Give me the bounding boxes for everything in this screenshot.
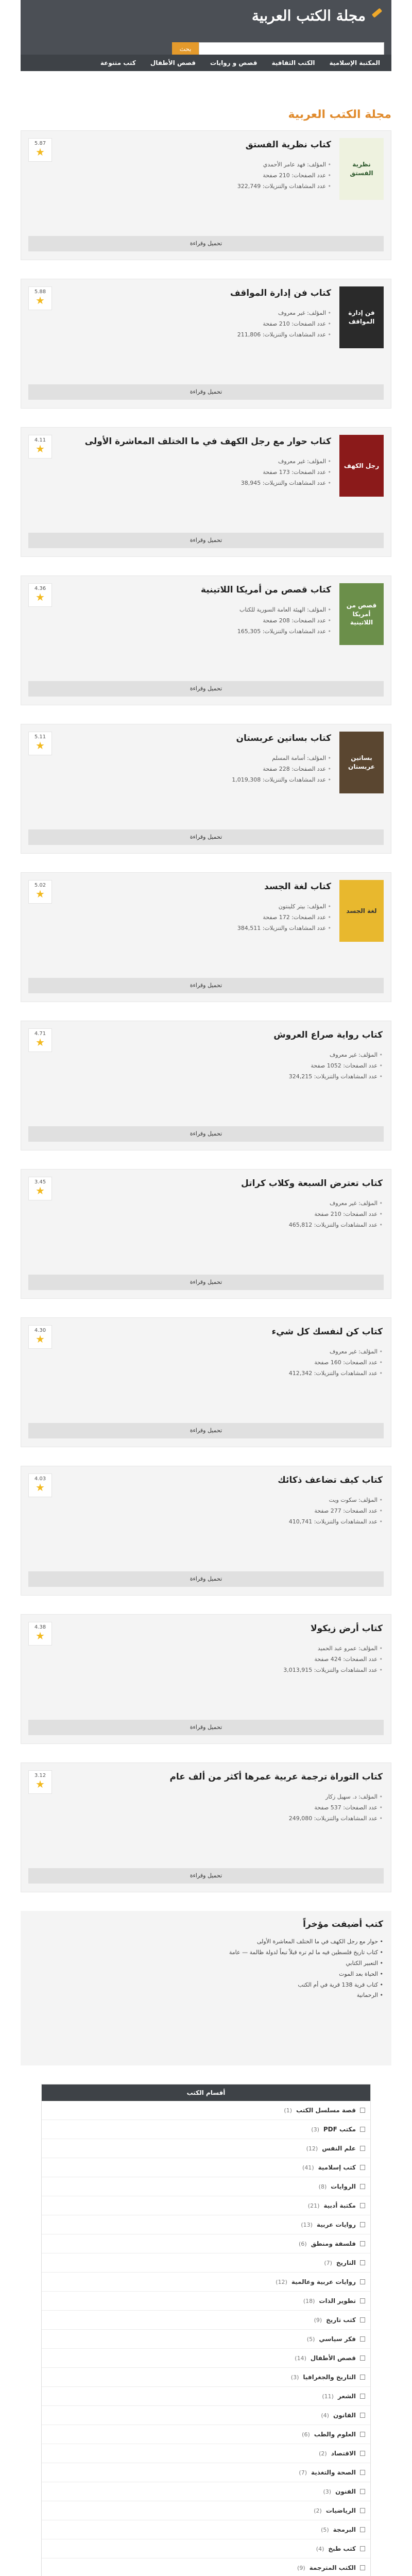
category-count: (7) [299, 2469, 307, 2476]
rating-badge [28, 1177, 52, 1200]
book-downloads: • عدد المشاهدات والتنزيلات: 410,741 [57, 1517, 383, 1528]
category-count: (9) [314, 2316, 322, 2324]
download-button[interactable]: تحميل وقراءة [28, 1423, 384, 1438]
book-card [21, 1317, 391, 1447]
book-pages: • عدد الصفحات: 228 صفحة [57, 764, 331, 775]
book-pages: • عدد الصفحات: 537 صفحة [57, 1803, 383, 1814]
book-title[interactable]: كتاب حوار مع رجل الكهف في ما الختلف المعاشرة الأولى [84, 436, 331, 447]
book-downloads: • عدد المشاهدات والتنزيلات: 249,080 [57, 1814, 383, 1824]
nav-item-misc[interactable]: كتب متنوعة [100, 59, 136, 66]
download-button[interactable]: تحميل وقراءة [28, 533, 384, 548]
book-title[interactable]: كتاب أرض زيكولا [311, 1623, 383, 1634]
category-count: (13) [301, 2221, 313, 2228]
category-item[interactable] [42, 2501, 370, 2520]
book-cover-text: لغة الجسد [339, 880, 384, 942]
rating-value: 4.36 [34, 586, 46, 591]
book-author: • المؤلف: عمرو عبد الحميد [57, 1643, 383, 1654]
rating-value: 4.11 [34, 437, 46, 443]
rating-value: 4.03 [34, 1476, 46, 1482]
star-icon: ★ [36, 739, 45, 752]
book-cover-text: نظرية الفستق [339, 138, 384, 200]
book-card [21, 1466, 391, 1596]
book-author: • المؤلف: الهيئة العامة السورية للكتاب [57, 605, 331, 616]
category-label: التاريخ [336, 2259, 356, 2266]
site-logo[interactable] [28, 7, 384, 24]
category-item[interactable] [42, 2311, 370, 2330]
book-pages: • عدد الصفحات: 210 صفحة [57, 171, 331, 181]
category-label: مكتب PDF [323, 2126, 356, 2133]
download-button[interactable]: تحميل وقراءة [28, 384, 384, 400]
folder-icon [360, 2489, 365, 2494]
site-header [21, 0, 391, 71]
book-card [21, 724, 391, 854]
book-pages: • عدد الصفحات: 1052 صفحة [57, 1061, 383, 1072]
folder-icon [360, 2146, 365, 2151]
book-cover[interactable] [339, 435, 384, 497]
book-downloads: • عدد المشاهدات والتنزيلات: 384,511 [57, 923, 331, 934]
category-count: (12) [276, 2278, 287, 2285]
star-icon: ★ [36, 1333, 45, 1345]
folder-icon [360, 2527, 365, 2532]
category-item[interactable] [42, 2234, 370, 2253]
nav-item-islamic[interactable]: المكتبة الإسلامية [329, 59, 380, 66]
book-downloads: • عدد المشاهدات والتنزيلات: 1,019,308 [57, 775, 331, 786]
rating-badge [28, 1028, 52, 1052]
book-info [57, 1623, 383, 1675]
book-author: • المؤلف: غير معروف [57, 456, 331, 467]
book-info [57, 1475, 383, 1527]
book-title[interactable]: كتاب قصص من أمريكا اللاتينية [200, 585, 331, 595]
download-button[interactable]: تحميل وقراءة [28, 829, 384, 845]
download-button[interactable]: تحميل وقراءة [28, 978, 384, 993]
category-item[interactable] [42, 2558, 370, 2576]
book-info [57, 733, 331, 785]
book-author: • المؤلف: غير معروف [57, 1198, 383, 1209]
section-title: مجلة الكتب العربية [288, 108, 391, 121]
book-downloads: • عدد المشاهدات والتنزيلات: 465,812 [57, 1220, 383, 1231]
category-count: (5) [306, 2335, 315, 2343]
book-author: • المؤلف: بيتر كلينتون [57, 902, 331, 912]
header-search [172, 42, 384, 56]
star-icon: ★ [36, 443, 45, 455]
book-info [57, 287, 331, 340]
category-count: (3) [290, 2374, 299, 2381]
search-input[interactable] [199, 42, 384, 56]
category-item[interactable] [42, 2215, 370, 2234]
book-card [21, 279, 391, 409]
nav-item-novels[interactable]: قصص و روايات [210, 59, 258, 66]
category-count: (18) [303, 2297, 315, 2304]
latest-list [29, 1937, 383, 2001]
book-info [57, 881, 331, 934]
download-button[interactable]: تحميل وقراءة [28, 1126, 384, 1142]
book-downloads: • عدد المشاهدات والتنزيلات: 165,305 [57, 626, 331, 637]
book-cover[interactable] [339, 732, 384, 793]
download-button[interactable]: تحميل وقراءة [28, 1720, 384, 1735]
book-author: • المؤلف: غير معروف [57, 1050, 383, 1061]
book-card [21, 130, 391, 260]
categories-list [42, 2101, 370, 2576]
category-count: (6) [302, 2431, 310, 2438]
book-cover[interactable] [339, 286, 384, 348]
rating-badge [28, 1473, 52, 1497]
star-icon: ★ [36, 1036, 45, 1048]
search-button[interactable]: بحث [172, 42, 199, 56]
latest-item[interactable]: • الرحمانية [29, 1990, 383, 2001]
category-label: الكتب المترجمة [309, 2564, 356, 2571]
category-count: (4) [321, 2412, 329, 2419]
rating-badge [28, 1622, 52, 1646]
book-title[interactable]: كتاب التوراة ترجمة عربية عمرها أكثر من ألف عام [169, 1772, 383, 1782]
category-label: كتب إسلامية [318, 2164, 356, 2171]
nav-item-cultural[interactable]: الكتب الثقافية [271, 59, 315, 66]
category-item[interactable] [42, 2101, 370, 2120]
rating-value: 5.87 [34, 141, 46, 146]
folder-icon [360, 2279, 365, 2284]
category-count: (14) [295, 2354, 306, 2362]
book-card [21, 872, 391, 1002]
book-pages: • عدد الصفحات: 160 صفحة [57, 1358, 383, 1368]
book-pages: • عدد الصفحات: 277 صفحة [57, 1506, 383, 1517]
folder-icon [360, 2451, 365, 2456]
category-count: (3) [311, 2126, 319, 2133]
category-count: (5) [321, 2526, 329, 2533]
rating-value: 4.30 [34, 1328, 46, 1333]
category-label: روايات عربية وعالمية [291, 2278, 356, 2285]
star-icon: ★ [36, 888, 45, 900]
book-card [21, 1614, 391, 1744]
category-count: (1) [284, 2107, 293, 2114]
rating-badge [28, 1325, 52, 1349]
book-downloads: • عدد المشاهدات والتنزيلات: 322,749 [57, 181, 331, 192]
categories-widget [41, 2084, 371, 2576]
category-item[interactable] [42, 2539, 370, 2558]
category-label: الاقتصاد [331, 2450, 356, 2457]
folder-icon [360, 2241, 365, 2246]
book-cover-text: فن إدارة المواقف [339, 286, 384, 348]
rating-value: 5.11 [34, 734, 46, 740]
category-label: الرياضيات [325, 2507, 356, 2514]
category-count: (6) [299, 2240, 307, 2247]
latest-item[interactable]: • التعبير الكتابي [29, 1958, 383, 1969]
book-card [21, 1169, 391, 1299]
latest-item[interactable]: • كتاب تاريخ فلسطين فيه ما لم تره قبلاً تبعاً لدولة ظالمة — عامة [29, 1947, 383, 1958]
book-title[interactable]: كتاب فن إدارة المواقف [230, 288, 331, 298]
book-author: • المؤلف: غير معروف [57, 308, 331, 319]
book-info [57, 436, 331, 488]
book-info [57, 1326, 383, 1379]
book-cover[interactable] [339, 583, 384, 645]
category-item[interactable] [42, 2368, 370, 2387]
book-title[interactable]: كتاب كن لنفسك كل شيء [271, 1327, 383, 1337]
book-pages: • عدد الصفحات: 173 صفحة [57, 467, 331, 478]
book-title[interactable]: كتاب رواية صراع العروش [273, 1030, 383, 1040]
star-icon: ★ [36, 1630, 45, 1642]
rating-badge [28, 1770, 52, 1794]
category-count: (21) [307, 2202, 320, 2209]
category-count: (12) [306, 2145, 318, 2152]
category-item[interactable] [42, 2482, 370, 2501]
category-item[interactable] [42, 2349, 370, 2368]
book-title[interactable]: كتاب تعترض السبعة وكلاب كراتل [241, 1178, 383, 1189]
category-label: قصص الأطفال [310, 2354, 356, 2362]
star-icon: ★ [36, 1778, 45, 1790]
book-cover[interactable] [339, 880, 384, 942]
latest-title: كتب أضيفت مؤخراً [303, 1919, 383, 1929]
book-pages: • عدد الصفحات: 210 صفحة [57, 1209, 383, 1220]
download-button[interactable]: تحميل وقراءة [28, 681, 384, 697]
category-count: (4) [316, 2545, 324, 2552]
category-label: العلوم والطب [314, 2431, 356, 2438]
category-label: البرمجة [333, 2526, 356, 2533]
folder-icon [360, 2432, 365, 2437]
rating-badge [28, 880, 52, 904]
category-count: (41) [302, 2164, 314, 2171]
category-label: الشعر [337, 2393, 356, 2400]
category-label: كتب تاريخ [326, 2316, 356, 2324]
category-label: تطوير الذات [319, 2297, 356, 2304]
rating-value: 3.45 [34, 1179, 46, 1185]
category-count: (9) [297, 2564, 305, 2571]
category-label: كتب طبخ [328, 2545, 356, 2552]
category-count: (7) [324, 2259, 332, 2266]
category-label: الصحة والتغذية [311, 2469, 356, 2476]
folder-icon [360, 2413, 365, 2418]
folder-icon [360, 2336, 365, 2342]
folder-icon [360, 2375, 365, 2380]
folder-icon [360, 2203, 365, 2208]
book-pages: • عدد الصفحات: 208 صفحة [57, 616, 331, 626]
book-author: • المؤلف: سكوت ويت [57, 1495, 383, 1506]
book-card [21, 427, 391, 557]
folder-icon [360, 2565, 365, 2570]
book-author: • المؤلف: فهد عامر الأحمدي [57, 160, 331, 171]
category-label: علم النفس [322, 2145, 356, 2152]
folder-icon [360, 2470, 365, 2475]
book-author: • المؤلف: غير معروف [57, 1347, 383, 1358]
star-icon: ★ [36, 1481, 45, 1494]
category-count: (2) [314, 2507, 322, 2514]
rating-value: 3.12 [34, 1773, 46, 1778]
latest-books [21, 1911, 391, 2065]
download-button[interactable]: تحميل وقراءة [28, 1571, 384, 1587]
folder-icon [360, 2222, 365, 2227]
folder-icon [360, 2184, 365, 2189]
book-info [57, 1178, 383, 1230]
book-pages: • عدد الصفحات: 424 صفحة [57, 1654, 383, 1665]
book-cover-text: قصص من أمريكا اللاتينية [339, 583, 384, 645]
rating-value: 5.88 [34, 289, 46, 295]
folder-icon [360, 2298, 365, 2303]
star-icon: ★ [36, 1184, 45, 1197]
rating-badge [28, 138, 52, 162]
category-item[interactable] [42, 2520, 370, 2539]
categories-title: أقسام الكتب [42, 2084, 370, 2101]
category-item[interactable] [42, 2387, 370, 2406]
folder-icon [360, 2355, 365, 2361]
category-label: روايات عربية [316, 2221, 356, 2228]
book-downloads: • عدد المشاهدات والتنزيلات: 3,013,915 [57, 1665, 383, 1676]
category-label: قصة مسلسل الكتب [296, 2107, 356, 2114]
book-downloads: • عدد المشاهدات والتنزيلات: 324,215 [57, 1072, 383, 1082]
category-item[interactable] [42, 2196, 370, 2215]
book-downloads: • عدد المشاهدات والتنزيلات: 38,945 [57, 478, 331, 489]
folder-icon [360, 2165, 365, 2170]
category-label: القانون [333, 2412, 356, 2419]
book-list [0, 130, 412, 1892]
logo-text: مجلة الكتب العربية [251, 7, 366, 24]
nav-item-kids[interactable]: قصص الأطفال [150, 59, 196, 66]
download-button[interactable]: تحميل وقراءة [28, 1275, 384, 1290]
category-item[interactable] [42, 2444, 370, 2463]
category-count: (2) [319, 2450, 327, 2457]
category-item[interactable] [42, 2463, 370, 2482]
category-label: فكر سياسي [319, 2335, 356, 2343]
star-icon: ★ [36, 294, 45, 307]
rating-badge [28, 286, 52, 310]
rating-value: 4.38 [34, 1624, 46, 1630]
main-nav [21, 55, 391, 71]
category-item[interactable] [42, 2425, 370, 2444]
book-title[interactable]: كتاب نظرية الفستق [245, 140, 331, 150]
book-card [21, 575, 391, 705]
category-item[interactable] [42, 2292, 370, 2311]
star-icon: ★ [36, 146, 45, 158]
book-info [57, 584, 331, 637]
book-author: • المؤلف: د. سهيل زكار [57, 1792, 383, 1803]
category-label: التاريخ والجغرافيا [303, 2374, 356, 2381]
book-cover[interactable] [339, 138, 384, 200]
category-label: مكتبة أدبية [323, 2202, 356, 2209]
folder-icon [360, 2127, 365, 2132]
latest-item[interactable]: • الحياة بعد الموت [29, 1969, 383, 1980]
category-item[interactable] [42, 2120, 370, 2139]
category-item[interactable] [42, 2330, 370, 2349]
category-item[interactable] [42, 2177, 370, 2196]
category-item[interactable] [42, 2406, 370, 2425]
book-info [57, 139, 331, 192]
book-card [21, 1762, 391, 1892]
folder-icon [360, 2317, 365, 2323]
rating-value: 4.71 [34, 1031, 46, 1037]
category-count: (11) [322, 2393, 334, 2400]
category-item[interactable] [42, 2158, 370, 2177]
book-cover-text: رجل الكهف [339, 435, 384, 497]
book-pages: • عدد الصفحات: 210 صفحة [57, 319, 331, 330]
rating-badge [28, 435, 52, 459]
book-info [57, 1771, 383, 1824]
rating-badge [28, 583, 52, 607]
book-title[interactable]: كتاب كيف تضاعف ذكائك [278, 1475, 383, 1485]
book-downloads: • عدد المشاهدات والتنزيلات: 211,806 [57, 330, 331, 341]
category-item[interactable] [42, 2139, 370, 2158]
folder-icon [360, 2108, 365, 2113]
latest-item[interactable]: • كتاب قرية 138 قرية في أم الكتب [29, 1980, 383, 1991]
category-count: (8) [318, 2183, 327, 2190]
folder-icon [360, 2394, 365, 2399]
category-label: فلسفة ومنطق [311, 2240, 356, 2247]
pencil-icon [370, 9, 384, 23]
category-label: الفنون [335, 2488, 356, 2495]
book-info [57, 1029, 383, 1082]
category-label: الروايات [331, 2183, 356, 2190]
book-cover-text: بساتين عربستان [339, 732, 384, 793]
folder-icon [360, 2260, 365, 2265]
folder-icon [360, 2508, 365, 2513]
category-count: (3) [323, 2488, 332, 2495]
book-title[interactable]: كتاب بساتين عربستان [236, 733, 331, 743]
rating-value: 5.02 [34, 883, 46, 888]
star-icon: ★ [36, 591, 45, 603]
category-item[interactable] [42, 2273, 370, 2292]
book-title[interactable]: كتاب لغة الجسد [264, 882, 331, 892]
rating-badge [28, 732, 52, 755]
book-downloads: • عدد المشاهدات والتنزيلات: 412,342 [57, 1368, 383, 1379]
book-card [21, 1021, 391, 1150]
category-item[interactable] [42, 2253, 370, 2273]
book-pages: • عدد الصفحات: 172 صفحة [57, 912, 331, 923]
download-button[interactable]: تحميل وقراءة [28, 1868, 384, 1884]
book-author: • المؤلف: أسامة المسلم [57, 753, 331, 764]
folder-icon [360, 2546, 365, 2551]
download-button[interactable]: تحميل وقراءة [28, 236, 384, 251]
latest-item[interactable]: • حوار مع رجل الكهف في ما الختلف المعاشرة الأولى [29, 1937, 383, 1947]
